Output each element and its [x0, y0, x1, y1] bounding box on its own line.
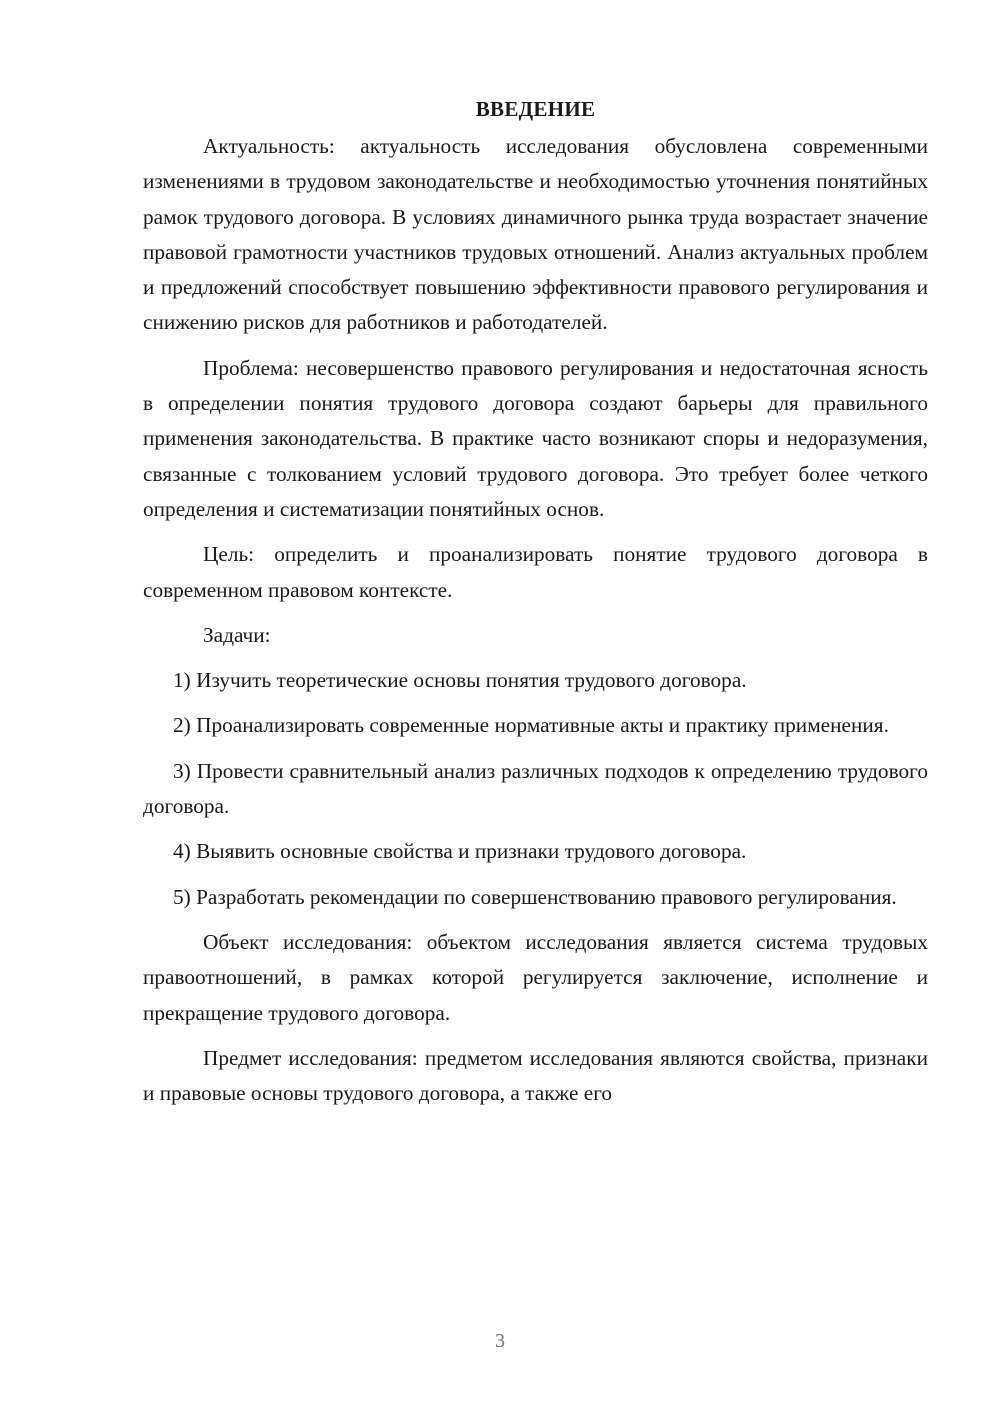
paragraph-goal: Цель: определить и проанализировать понятие трудового договора в современном правовом контексте.: [143, 542, 928, 602]
document-page: [143, 92, 928, 1111]
paragraph-subject: Предмет исследования: предметом исследования являются свойства, признаки и правовые основы трудового договора, а также его: [143, 1045, 928, 1106]
tasks-label: Задачи:: [203, 622, 271, 647]
page-title: ВВЕДЕНИЕ: [475, 97, 596, 121]
paragraph-object: Объект исследования: объектом исследования является система трудовых правоотношений, в рамках которой регулируется заключение, исполнение и прекращение трудового договора.: [143, 929, 928, 1025]
paragraph-relevance: Актуальность: актуальность исследования обусловлена современными изменениями в трудовом законодательстве и необходимостью уточнения понятийных рамок трудового договора. В условиях динамичного рынка труда возрастает значение правовой грамотности участников трудовых отношений. Анализ актуальных проблем и предложений способствует повышению эффективности правового регулирования и снижению рисков для работников и работодателей.: [143, 134, 928, 335]
paragraph-problem: Проблема: несовершенство правового регулирования и недостаточная ясность в определении понятия трудового договора создают барьеры для правильного применения законодательства. В практике часто возникают споры и недоразумения, связанные с толкованием условий трудового договора. Это требует более четкого определения и систематизации понятийных основ.: [143, 355, 928, 521]
task-item-3: 3) Провести сравнительный анализ различных подходов к определению трудового договора.: [143, 758, 928, 819]
task-item-2: 2) Проанализировать современные нормативные акты и практику применения.: [173, 713, 889, 738]
task-item-4: 4) Выявить основные свойства и признаки трудового договора.: [173, 839, 747, 864]
task-item-1: 1) Изучить теоретические основы понятия трудового договора.: [173, 668, 747, 693]
page-number: 3: [495, 1330, 505, 1352]
task-item-5: 5) Разработать рекомендации по совершенствованию правового регулирования.: [173, 884, 897, 909]
